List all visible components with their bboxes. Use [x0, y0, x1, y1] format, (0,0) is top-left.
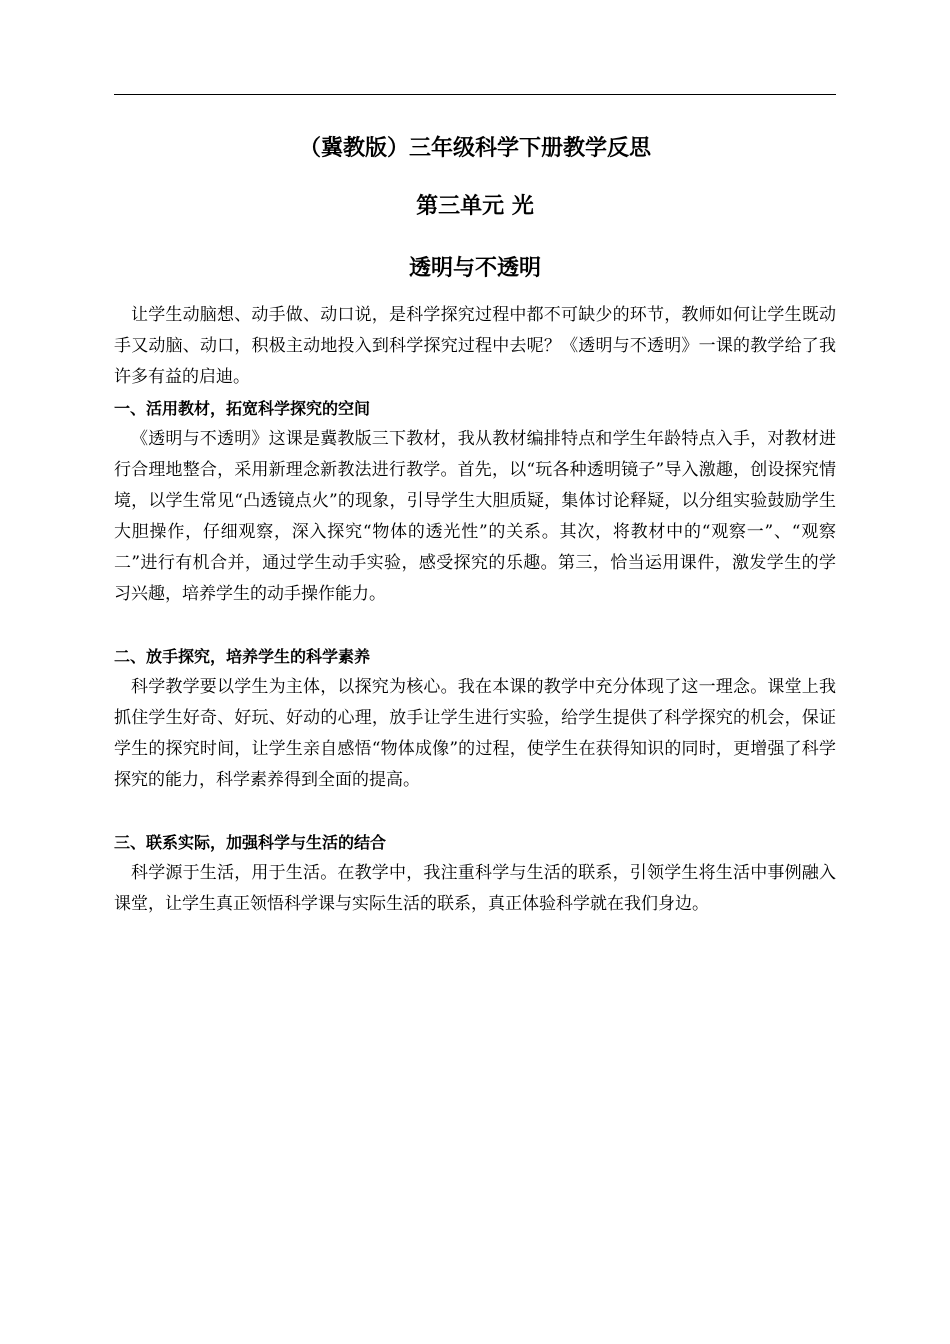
lesson-title: 透明与不透明: [408, 256, 541, 281]
section-heading-2: 二、放手探究，培养学生的科学素养: [114, 647, 371, 666]
section-body-3: 科学源于生活，用于生活。在教学中，我注重科学与生活的联系，引领学生将生活中事例融入课堂，让学生真正领悟科学课与实际生活的联系，真正体验科学就在我们身边。: [114, 863, 836, 914]
header-rule: [114, 94, 836, 95]
section-heading-3: 三、联系实际，加强科学与生活的结合: [114, 833, 387, 852]
section-body-2: 科学教学要以学生为主体，以探究为核心。我在本课的教学中充分体现了这一理念。课堂上我抓住学生好奇、好玩、好动的心理，放手让学生进行实验，给学生提供了科学探究的机会，保证学生的探究时间，让学生亲自感悟“物体成像”的过程，使学生在获得知识的同时，更增强了科学探究的能力，科学素养得到全面的提高。: [114, 677, 836, 790]
section-body-1: 《透明与不透明》这课是冀教版三下教材，我从教材编排特点和学生年龄特点入手，对教材进行合理地整合，采用新理念新教法进行教学。首先，以“玩各种透明镜子”导入激趣，创设探究情境，以学生常见“凸透镜点火”的现象，引导学生大胆质疑，集体讨论释疑，以分组实验鼓励学生大胆操作，仔细观察，深入探究“物体的透光性”的关系。其次，将教材中的“观察一”、“观察二”进行有机合并，通过学生动手实验，感受探究的乐趣。第三，恰当运用课件，激发学生的学习兴趣，培养学生的动手操作能力。: [114, 429, 836, 604]
unit-title: 第三单元 光: [416, 194, 534, 219]
document-body: [114, 118, 836, 920]
spacer: [114, 610, 836, 641]
spacer: [114, 796, 836, 827]
intro-paragraph: 让学生动脑想、动手做、动口说，是科学探究过程中都不可缺少的环节，教师如何让学生既动手又动脑、动口，积极主动地投入到科学探究过程中去呢？《透明与不透明》一课的教学给了我许多有益的启迪。: [114, 305, 836, 387]
section-heading-1: 一、活用教材，拓宽科学探究的空间: [114, 399, 371, 418]
document-title: （冀教版）三年级科学下册教学反思: [298, 136, 651, 161]
